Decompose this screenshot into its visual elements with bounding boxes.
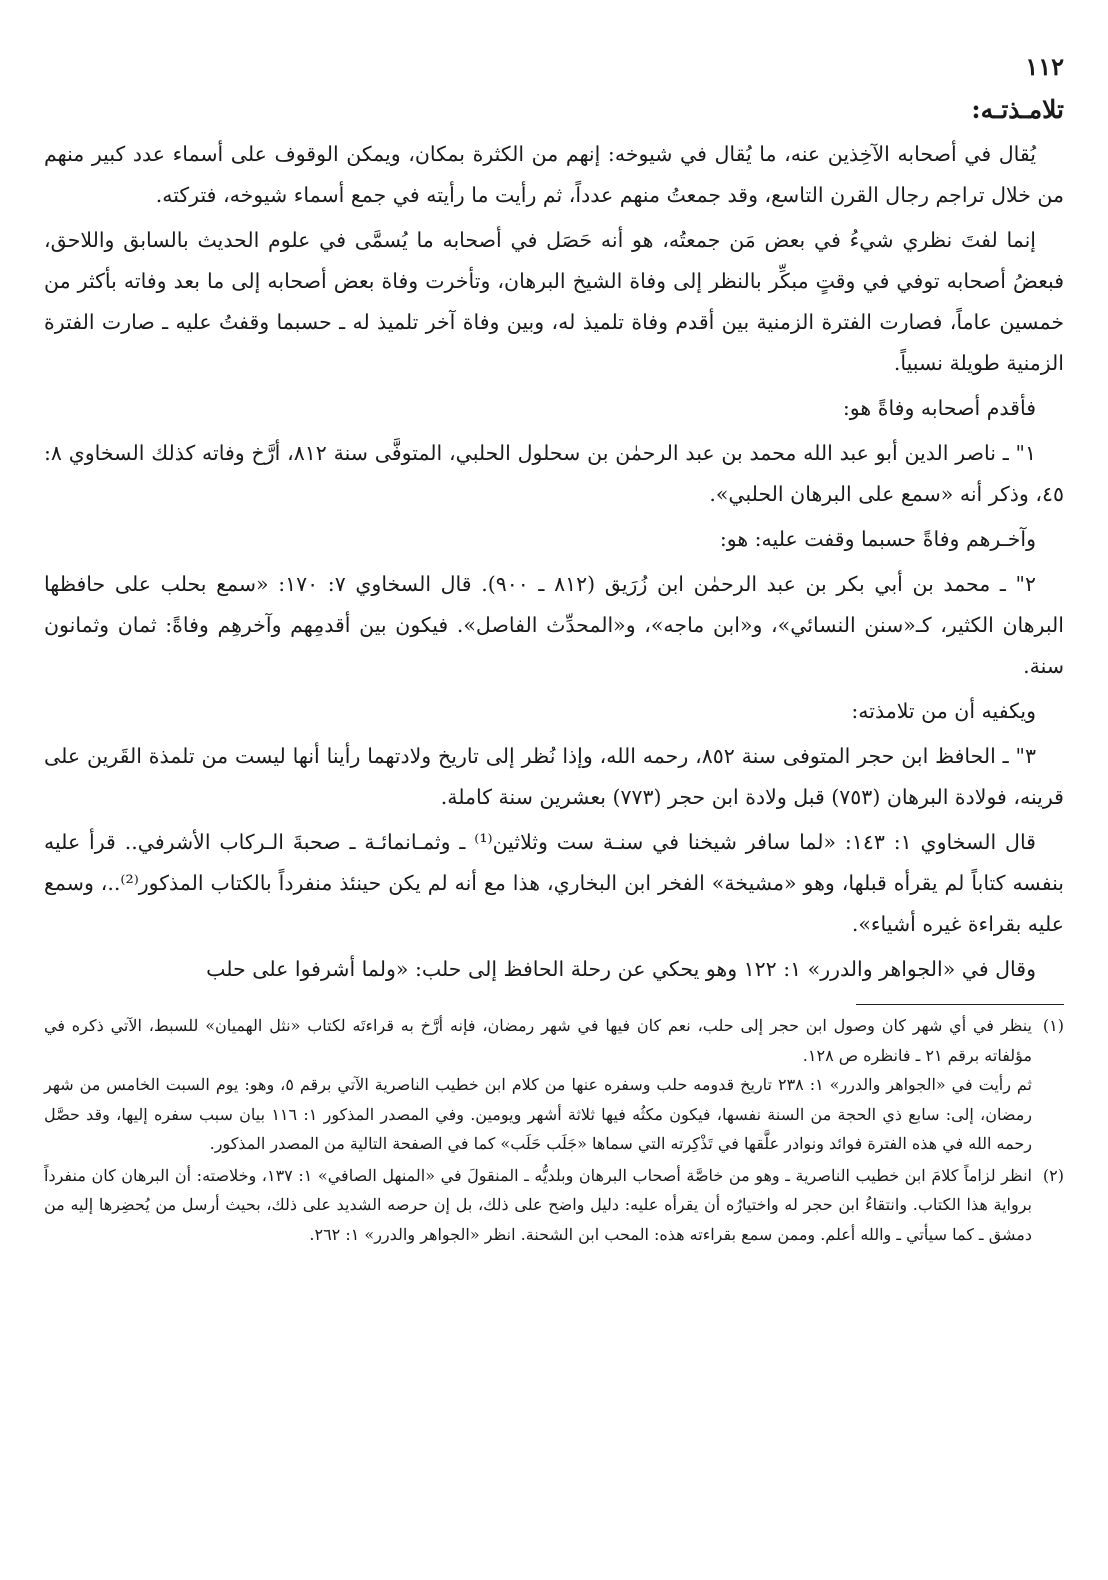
footnote-body xyxy=(44,1011,1032,1159)
paragraph-sakhawi-quote: قال السخاوي ١: ١٤٣: «لما سافر شيخنا في سنـة ست وثلاثين⁽¹⁾ ـ وثمـانمائـة ـ صحبةَ الـركاب الأشرفي.. قرأ عليه بنفسه كتاباً لم يقرأه قبلها، وهو «مشيخة» الفخر ابن البخاري، هذا مع أنه لم يكن حينئذ منفرداً بالكتاب المذكور⁽²⁾..، وسمع عليه بقراءة غيره أشياء». xyxy=(44,830,1064,936)
footnote-1 xyxy=(44,1011,1064,1159)
paragraph-suffices-lead: ويكفيه أن من تلامذته: xyxy=(851,699,1036,723)
footnote-divider xyxy=(856,1004,1064,1005)
footnote-paragraph: ثم رأيت في «الجواهر والدرر» ١: ٢٣٨ تاريخ قدومه حلب وسفره عنها من كلام ابن خطيب الناصرية الآتي برقم ٥، وهو: يوم السبت الخامس من شهر رمضان، إلى: سابع ذي الحجة من السنة نفسها، فيكون مكثُه فيها ثلاثة أشهر ويومين. وفي المصدر المذكور ١: ١١٦ بيان سبب سفره إليها، وقد حصَّل رحمه الله في هذه الفترة فوائد ونوادر علَّقها في تَذْكِرته التي سماها «جَلَب حَلَب» كما في الصفحة التالية من المصدر المذكور. xyxy=(44,1075,1033,1153)
paragraph-student-1: ١" ـ ناصر الدين أبو عبد الله محمد بن عبد الرحمٰن بن سحلول الحلبي، المتوفَّى سنة ٨١٢، أرَّخ وفاته كذلك السخاوي ٨: ٤٥، وذكر أنه «سمع على البرهان الحلبي». xyxy=(44,441,1064,506)
paragraph-student-2: ٢" ـ محمد بن أبي بكر بن عبد الرحمٰن ابن زُرَيق (٨١٢ ـ ٩٠٠). قال السخاوي ٧: ١٧٠: «سمع بحلب على حافظها البرهان الكثير، كـ«سنن النسائي»، و«ابن ماجه»، و«المحدِّث الفاصل». فيكون بين أقدمِهم وآخرهِم وفاةً: ثمان وثمانون سنة. xyxy=(44,572,1064,678)
paragraph-earlier-later: إنما لفتَ نظري شيءُ في بعض مَن جمعتُه، هو أنه حَصَل في أصحابه ما يُسمَّى في علوم الحديث بالسابق واللاحق، فبعضُ أصحابه توفي في وقتٍ مبكِّر بالنظر إلى وفاة الشيخ البرهان، وتأخرت وفاة بعض أصحابه إلى ما بعد وفاته بأكثر من خمسين عاماً، فصارت الفترة الزمنية بين أقدم وفاة تلميذ له، وبين وفاة آخر تلميذ له ـ حسبما وقفتُ عليه ـ صارت الفترة الزمنية طويلة نسبياً. xyxy=(44,228,1064,375)
paragraph-jawahir-quote: وقال في «الجواهر والدرر» ١: ١٢٢ وهو يحكي عن رحلة الحافظ إلى حلب: «ولما أشرفوا على حلب xyxy=(206,957,1036,981)
footnote-2 xyxy=(44,1161,1064,1250)
footnote-marker: (٢) xyxy=(1042,1165,1064,1185)
main-text xyxy=(44,134,1064,990)
footnote-marker: (١) xyxy=(1042,1016,1064,1035)
paragraph-student-3: ٣" ـ الحافظ ابن حجر المتوفى سنة ٨٥٢، رحمه الله، وإذا نُظر إلى تاريخ ولادتهما رأينا أنها ليست من تلمذة القَرين على قرينه، فولادة البرهان (٧٥٣) قبل ولادة ابن حجر (٧٧٣) بعشرين سنة كاملة. xyxy=(44,744,1064,809)
paragraph-intro: يُقال في أصحابه الآخِذين عنه، ما يُقال في شيوخه: إنهم من الكثرة بمكان، ويمكن الوقوف على أسماء عدد كبير منهم من خلال تراجم رجال القرن التاسع، وقد جمعتُ منهم عدداً، ثم رأيت ما رأيته في جمع أسماء شيوخه، فتركته. xyxy=(44,142,1064,207)
paragraph-latest-lead: وآخـرهم وفاةً حسبما وقفت عليه: هو: xyxy=(719,527,1036,551)
paragraph-earliest-lead: فأقدم أصحابه وفاةً هو: xyxy=(842,396,1036,420)
page-number: ١١٢ xyxy=(1025,52,1064,81)
footnote-paragraph: انظر لزاماً كلامَ ابن خطيب الناصرية ـ وهو من خاصَّة أصحاب البرهان وبلديُّه ـ المنقولَ في «المنهل الصافي» ١: ١٣٧، وخلاصته: أن البرهان كان منفرداً برواية هذا الكتاب. وانتقاءُ ابن حجر له واختيارُه أن يقرأه عليه: دليل واضح على ذلك، بل إن حرصه الشديد على ذلك، بحيث أرسل من يُحضِرها إليه من دمشق ـ كما سيأتي ـ والله أعلم. وممن سمع بقراءته هذه: المحب ابن الشحنة. انظر «الجواهر والدرر» ١: ٢٦٢. xyxy=(44,1165,1033,1244)
footnote-body xyxy=(44,1161,1032,1250)
footnotes xyxy=(44,1011,1064,1249)
section-heading: تلامـذتـه: xyxy=(971,95,1064,124)
footnote-paragraph: ينظر في أي شهر كان وصول ابن حجر إلى حلب، نعم كان فيها في شهر رمضان، فإنه أرَّخ به قراءتَه لكتاب «نثل الهميان» للسبط، الآتي ذكره في مؤلفاته برقم ٢١ ـ فانظره ص ١٢٨. xyxy=(44,1016,1033,1065)
